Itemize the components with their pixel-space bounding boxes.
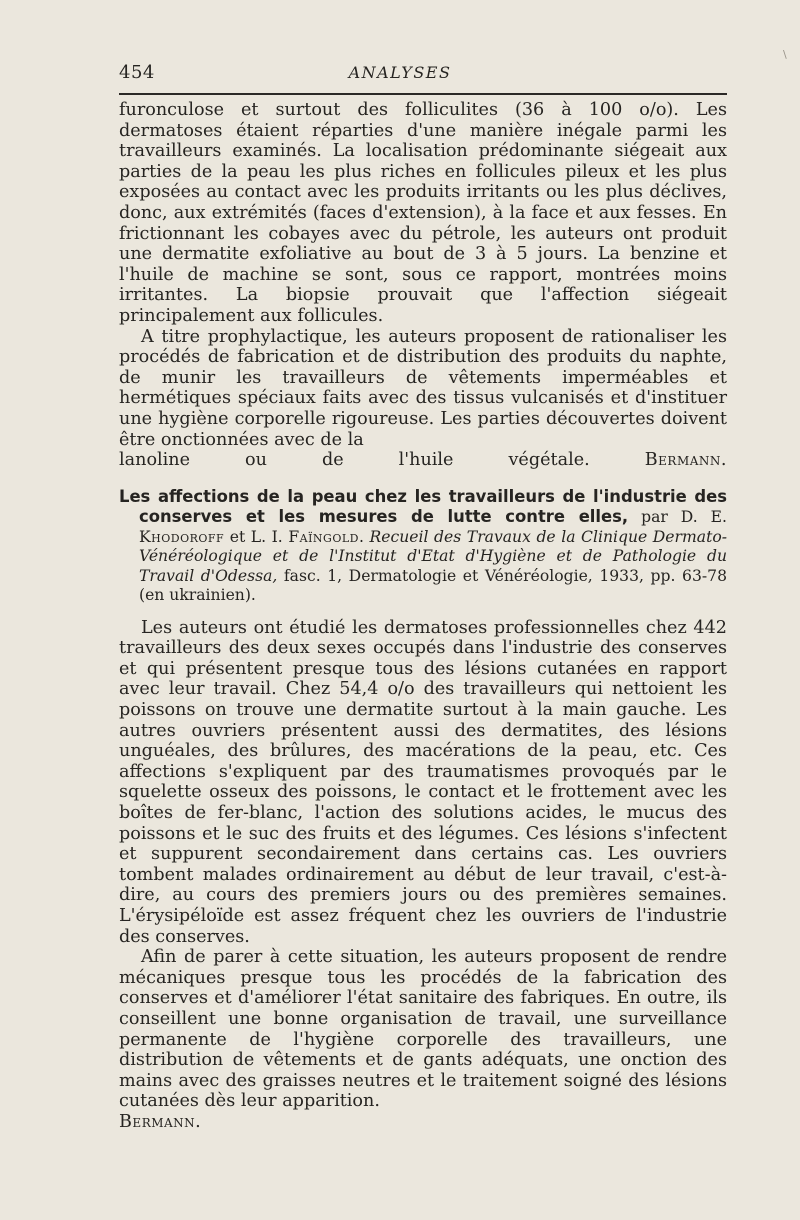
review1-signature-line (119, 450, 727, 471)
review1-paragraph2: A titre prophylactique, les auteurs proposent de rationaliser les procédés de fabrication et de distribution des produits du naphte, de munir les travailleurs de vêtements imperméables et hermétiques spéciaux faits avec des tissus vulcanisés et d'instituer une hygiène corporelle rigoureuse. Les parties découvertes doivent être onctionnées avec de la (119, 326, 727, 450)
byline-mid: et L. I. (224, 527, 289, 546)
review2-title: Les affections de la peau chez les travailleurs de l'industrie des conserves et les mesures de lutte contre elles, (119, 486, 727, 527)
review2-source-details: fasc. 1, Dermatologie et Vénéréologie, 1933, pp. 63-78 (en ukrainien). (139, 566, 727, 605)
review2-paragraph1: Les auteurs ont étudié les dermatoses professionnelles chez 442 travailleurs des deux sexes occupés dans l'industrie des conserves et qui présentent presque tous des lésions cutanées en rapport avec leur travail. Chez 54,4 o/o des travailleurs qui nettoient les poissons on trouve une dermatite surtout à la main gauche. Les autres ouvriers présentent aussi des dermatites, des lésions unguéales, des brûlures, des macérations de la peau, etc. Ces affections s'expliquent par des traumatismes provoqués par le squelette osseux des poissons, le contact et le frottement avec les boîtes de fer-blanc, l'action des solutions acides, le mucus des poissons et le suc des fruits et des légumes. Ces lésions s'infectent et suppurent secondairement dans certains cas. Les ouvriers tombent malades ordinairement au début de leur travail, c'est-à-dire, au cours des premiers jours ou des premières semaines. L'érysipéloïde est assez fréquent chez les ouvriers de l'industrie des conserves. (119, 617, 727, 947)
author-faingold: Faïngold (288, 527, 359, 546)
review2-signature: Bermann. (119, 1111, 202, 1132)
page-number: 454 (119, 62, 155, 83)
spacer (119, 606, 727, 618)
review2-paragraph2: Afin de parer à cette situation, les auteurs proposent de rendre mécaniques presque tous les procédés de la fabrication des conserves et d'améliorer l'état sanitaire des fabriques. En outre, ils conseillent une bonne organisation de travail, une surveillance permanente de l'hygiène corporelle des travailleurs, une distribution de vêtements et de gants adéquats, une onction des mains avec des graisses neutres et le traitement soigné des lésions cutanées dès leur apparition. (119, 947, 727, 1112)
review2-signature-line (119, 1112, 727, 1133)
corner-mark: \ (783, 48, 787, 61)
byline-prefix: par D. E. (641, 508, 727, 527)
review1-paragraph1: furonculose et surtout des folliculites (36 à 100 o/o). Les dermatoses étaient réparties d'une manière inégale parmi les travailleurs examinés. La localisation prédominante siégeait aux parties de la peau les plus riches en follicules pileux et les plus exposées au contact avec les produits irritants ou les plus déclives, donc, aux extrémités (faces d'extension), à la face et aux fesses. En frictionnant les cobayes avec du pétrole, les auteurs ont produit une dermatite exfoliative au bout de 3 à 5 jours. La benzine et l'huile de machine se sont, sous ce rapport, montrées moins irritantes. La biopsie prouvait que l'affection siégeait principalement aux follicules. (119, 100, 727, 326)
review2-source: Recueil des Travaux de la Clinique Dermato-Vénéréologique et de l'Institut d'Etat d'Hygiène et de Pathologie du Travail d'Odessa, (139, 527, 727, 585)
text-column (119, 100, 727, 1133)
review1-last-line: lanoline ou de l'huile végétale. (119, 450, 590, 471)
review1-signature: Bermann. (644, 450, 727, 471)
running-head: ANALYSES (348, 63, 452, 82)
header-rule (119, 93, 727, 95)
review2-heading (119, 487, 727, 606)
author-khodoroff: Khodoroff (139, 527, 225, 546)
byline-end: . (359, 527, 364, 546)
